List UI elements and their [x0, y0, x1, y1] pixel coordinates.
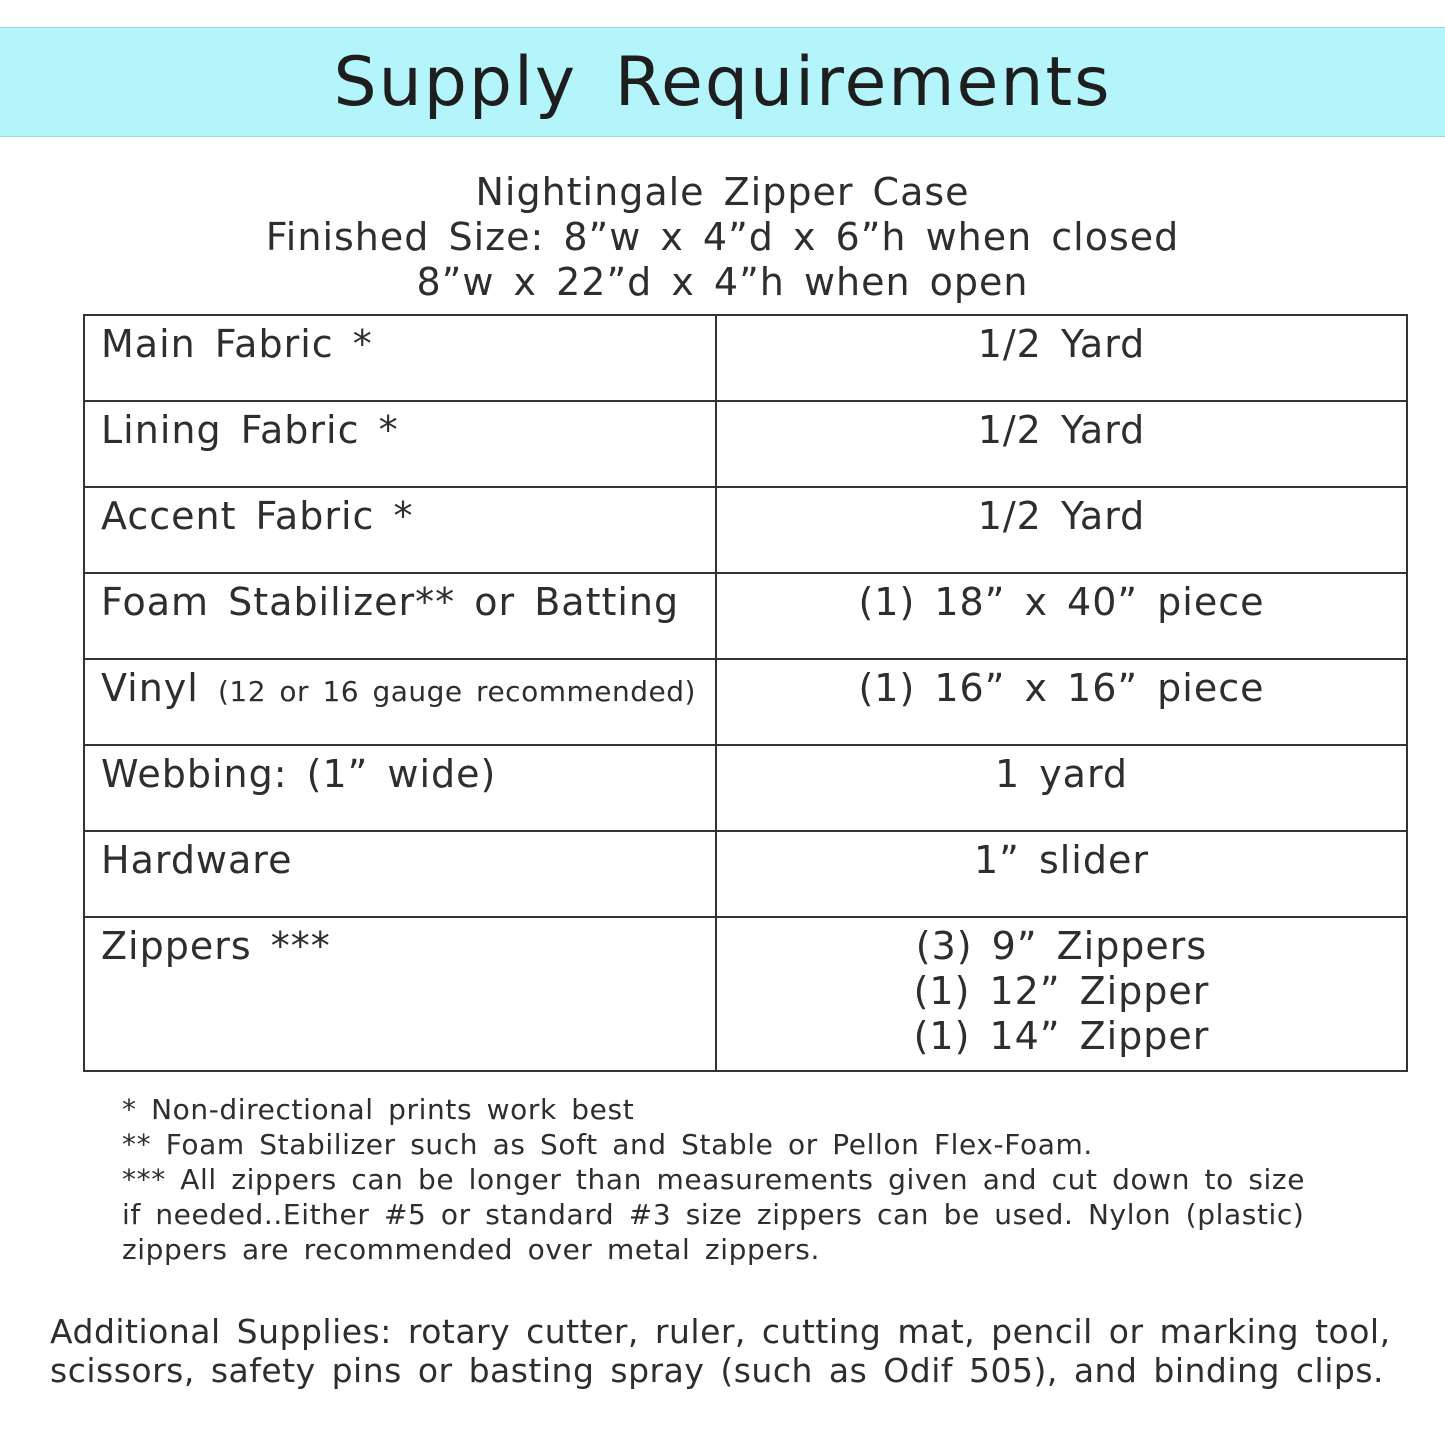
item-cell [84, 573, 716, 659]
quantity-label: 1/2 Yard [977, 494, 1146, 538]
item-cell [84, 315, 716, 401]
item-label: Hardware [101, 838, 293, 882]
table-row [84, 745, 1407, 831]
table-row [84, 831, 1407, 917]
additional-line: scissors, safety pins or basting spray (such as Odif 505), and binding clips. [50, 1351, 1385, 1390]
supply-table [83, 314, 1408, 1072]
quantity-cell [716, 917, 1407, 1071]
item-cell [84, 831, 716, 917]
quantity-cell [716, 831, 1407, 917]
table-row [84, 573, 1407, 659]
additional-supplies [50, 1312, 1410, 1390]
table-row [84, 487, 1407, 573]
item-cell [84, 487, 716, 573]
quantity-cell [716, 315, 1407, 401]
quantity-cell [716, 487, 1407, 573]
quantity-label: 1” slider [974, 838, 1149, 882]
size-closed: Finished Size: 8”w x 4”d x 6”h when closed [265, 215, 1180, 259]
footnote-line: zippers are recommended over metal zippers. [122, 1233, 820, 1266]
quantity-cell [716, 659, 1407, 745]
item-cell [84, 401, 716, 487]
quantity-cell [716, 573, 1407, 659]
quantity-label: (1) 14” Zipper [913, 1014, 1210, 1058]
item-cell [84, 659, 716, 745]
title-banner [0, 27, 1445, 137]
project-name: Nightingale Zipper Case [475, 170, 970, 214]
quantity-label: (1) 18” x 40” piece [858, 580, 1265, 624]
footnote-line: if needed..Either #5 or standard #3 size zippers can be used. Nylon (plastic) [122, 1198, 1305, 1231]
size-open: 8”w x 22”d x 4”h when open [416, 260, 1029, 304]
quantity-label: (1) 12” Zipper [913, 969, 1210, 1013]
item-label: Accent Fabric * [101, 494, 414, 538]
item-cell [84, 917, 716, 1071]
project-info [0, 170, 1445, 305]
quantity-cell [716, 745, 1407, 831]
item-label: Main Fabric * [101, 322, 373, 366]
quantity-label: 1/2 Yard [977, 408, 1146, 452]
item-note: (12 or 16 gauge recommended) [217, 675, 696, 708]
footnote-line: * Non-directional prints work best [122, 1093, 635, 1126]
quantity-label: (1) 16” x 16” piece [858, 666, 1265, 710]
footnotes [122, 1092, 1392, 1267]
quantity-label: (3) 9” Zippers [915, 924, 1208, 968]
table-row [84, 315, 1407, 401]
quantity-label: 1/2 Yard [977, 322, 1146, 366]
footnote-line: *** All zippers can be longer than measurements given and cut down to size [122, 1163, 1306, 1196]
item-label: Zippers *** [101, 924, 331, 968]
quantity-label: 1 yard [994, 752, 1129, 796]
page-title: Supply Requirements [333, 42, 1112, 122]
table-row [84, 659, 1407, 745]
table-row [84, 401, 1407, 487]
additional-line: Additional Supplies: rotary cutter, ruler, cutting mat, pencil or marking tool, [50, 1312, 1391, 1351]
item-label: Webbing: (1” wide) [101, 752, 497, 796]
quantity-cell [716, 401, 1407, 487]
footnote-line: ** Foam Stabilizer such as Soft and Stable or Pellon Flex-Foam. [122, 1128, 1093, 1161]
item-label: Lining Fabric * [101, 408, 399, 452]
item-label: Foam Stabilizer** or Batting [101, 580, 680, 624]
table-row [84, 917, 1407, 1071]
item-cell [84, 745, 716, 831]
item-label: Vinyl [101, 666, 199, 710]
